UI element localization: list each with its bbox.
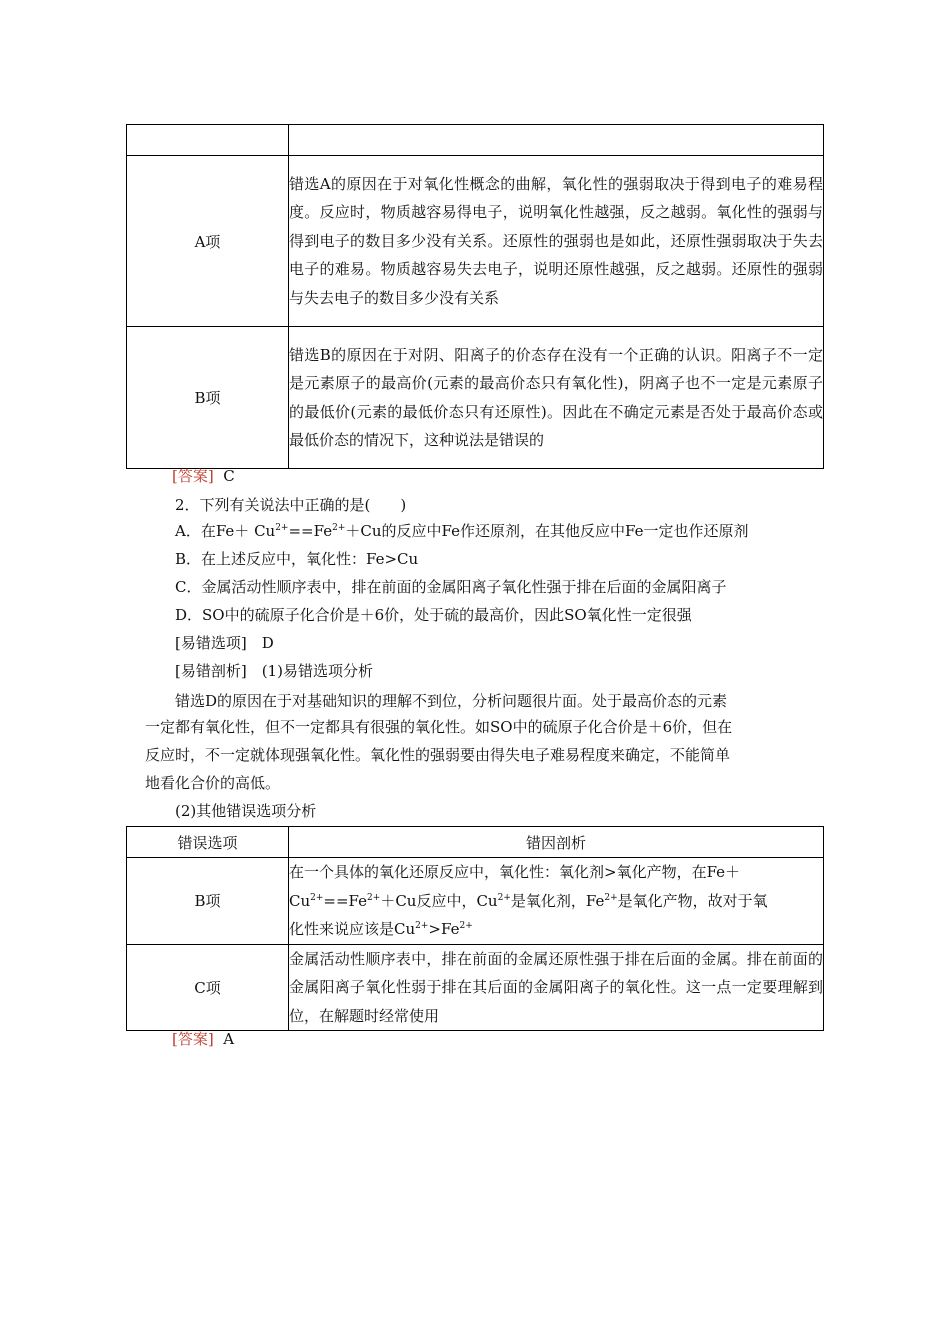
choice-c: C．金属活动性顺序表中，排在前面的金属阳离子氧化性强于排在后面的金属阳离子 [175, 578, 727, 596]
paragraph-line: 地看化合价的高低。 [145, 774, 281, 792]
easy-wrong-option: [易错选项] D [175, 634, 274, 652]
option-label: B项 [127, 327, 289, 469]
option-label: C项 [127, 944, 289, 1031]
header-cell: 错因剖析 [289, 827, 824, 858]
answer-line-2 [172, 1025, 234, 1053]
table-row [127, 827, 824, 858]
analysis-table-2 [126, 826, 824, 1031]
table-cell [289, 125, 824, 156]
choice-d: D．SO中的硫原子化合价是＋6价，处于硫的最高价，因此SO氧化性一定很强 [175, 606, 692, 624]
analysis-text: 错选B的原因在于对阴、阳离子的价态存在没有一个正确的认识。阳离子不一定是元素原子的最高价(元素的最高价态只有氧化性)，阴离子也不一定是元素原子的最低价(元素的最低价态只有还原性)。因此在不确定元素是否处于最高价态或最低价态的情况下，这种说法是错误的 [289, 327, 824, 469]
answer-value: A [223, 1030, 235, 1048]
other-analysis-heading: (2)其他错误选项分析 [175, 802, 317, 820]
paragraph-line: 反应时，不一定就体现强氧化性。氧化性的强弱要由得失电子难易程度来确定，不能简单 [145, 746, 731, 764]
table-row [127, 858, 824, 945]
paragraph-line: 错选D的原因在于对基础知识的理解不到位，分析问题很片面。处于最高价态的元素 [175, 692, 728, 710]
analysis-text: 在一个具体的氧化还原反应中，氧化性：氧化剂>氧化产物，在Fe＋ $Cu^{2+}==Fe^{2+}+Cu$反应中，$Cu^{2+}$是氧化剂，$Fe^{2+}$是氧化产物，故对于氧 化性来说应该是$Cu^{2+}>Fe^{2+}$ [289, 858, 824, 945]
answer-value: C [223, 467, 235, 485]
choice-b: B．在上述反应中，氧化性：Fe>Cu [175, 550, 419, 568]
table-row [127, 156, 824, 327]
easy-wrong-analysis-heading: [易错剖析] (1)易错选项分析 [175, 662, 373, 680]
table-row [127, 327, 824, 469]
paragraph-line: 一定都有氧化性，但不一定都具有很强的氧化性。如SO中的硫原子化合价是＋6价，但在 [145, 718, 733, 736]
analysis-table-1 [126, 124, 824, 469]
option-label: A项 [127, 156, 289, 327]
table-row [127, 944, 824, 1031]
table-cell [127, 125, 289, 156]
question-stem: 2．下列有关说法中正确的是( ) [175, 496, 407, 514]
answer-tag: [答案] [172, 1030, 214, 1048]
answer-tag: [答案] [172, 467, 214, 485]
choice-a: A．在$Fe+ Cu^{2+}==Fe^{2+}+Cu$的反应中Fe作还原剂，在其他反应中Fe一定也作还原剂 [175, 522, 749, 540]
header-cell: 错误选项 [127, 827, 289, 858]
option-label: B项 [127, 858, 289, 945]
analysis-text: 错选A的原因在于对氧化性概念的曲解，氧化性的强弱取决于得到电子的难易程度。反应时，物质越容易得电子，说明氧化性越强，反之越弱。氧化性的强弱与得到电子的数目多少没有关系。还原性的强弱也是如此，还原性强弱取决于失去电子的难易。物质越容易失去电子，说明还原性越强，反之越弱。还原性的强弱与失去电子的数目多少没有关系 [289, 156, 824, 327]
table-row [127, 125, 824, 156]
answer-line-1 [172, 462, 235, 490]
analysis-text: 金属活动性顺序表中，排在前面的金属还原性强于排在后面的金属。排在前面的金属阳离子氧化性弱于排在其后面的金属阳离子的氧化性。这一点一定要理解到位，在解题时经常使用 [289, 944, 824, 1031]
